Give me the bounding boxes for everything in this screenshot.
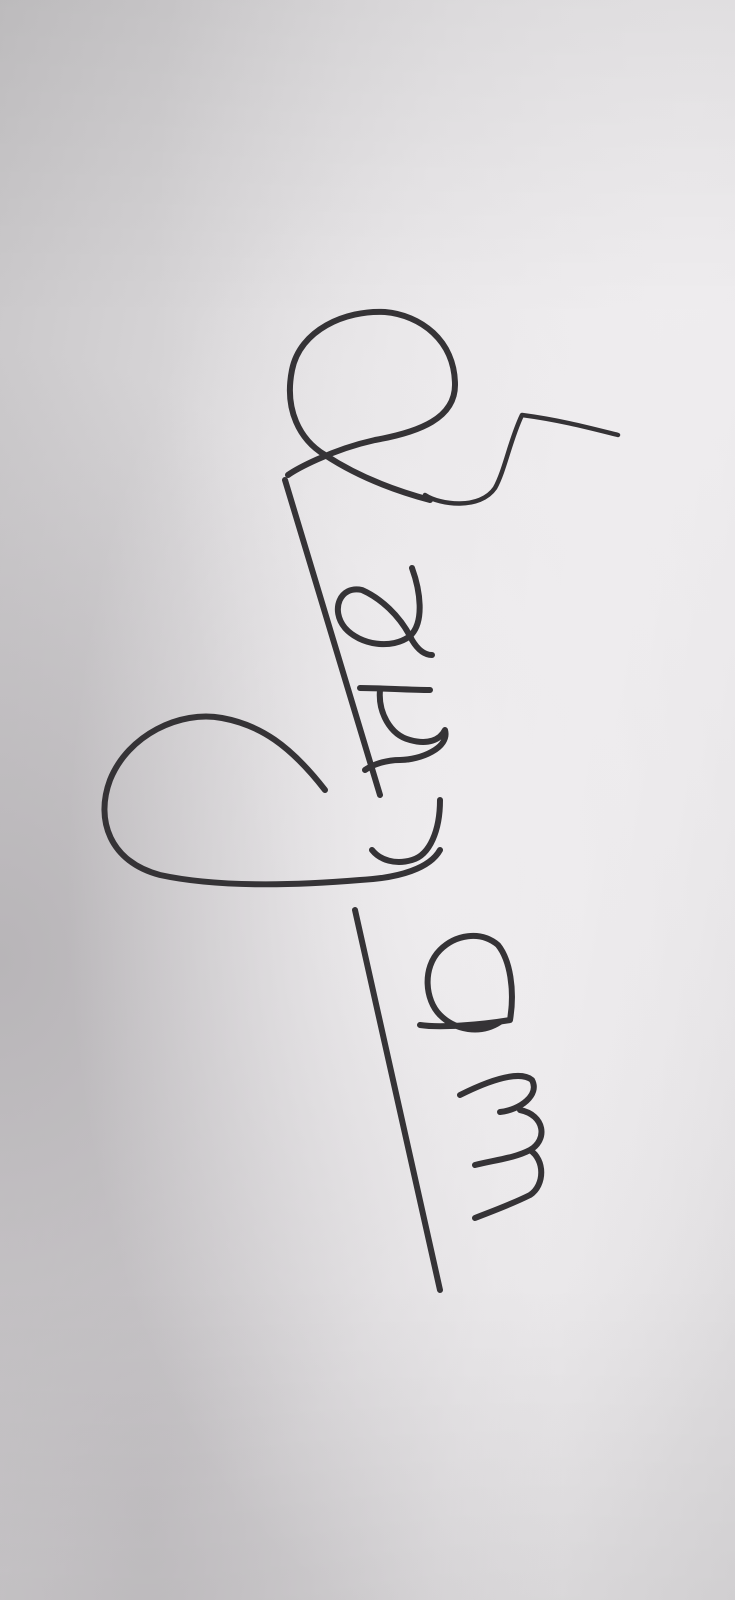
glyph-n [360, 688, 446, 770]
glyph-a-1 [338, 568, 432, 655]
glyph-exponent-5 [425, 415, 618, 504]
glyph-y [104, 717, 440, 885]
fraction-bar-upper [285, 480, 380, 795]
glyph-2 [288, 312, 455, 500]
glyph-a-2 [420, 936, 512, 1030]
glyph-m [460, 1076, 541, 1218]
